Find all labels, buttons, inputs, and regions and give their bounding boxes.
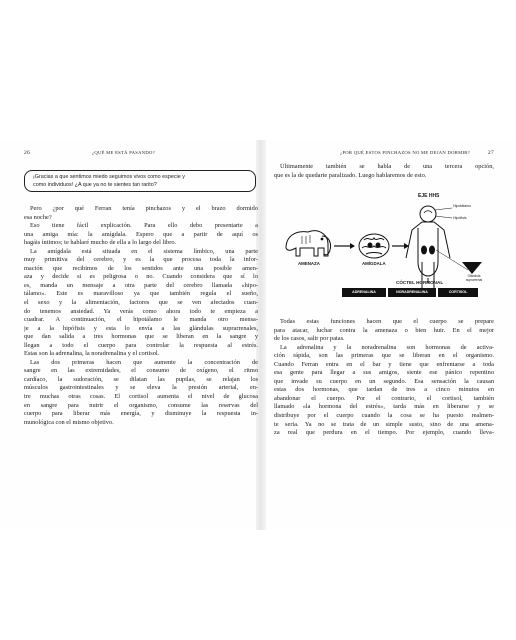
hipofisis-label: Hipófisis [453, 216, 467, 220]
left-page [24, 140, 258, 530]
body-line: Cuando Ferran entra en el bar y tiene que enfrentarse a toda [274, 360, 494, 368]
body-line: muy primitiva del cerebro, y es la que procesa toda la infor- [24, 256, 258, 264]
arrow-head [350, 243, 355, 249]
book-spread [0, 140, 516, 530]
hormone-cortisol: CORTISOL [448, 289, 468, 294]
body-line: cuerpo para liberar más energía, y disminuye la respuesta in- [24, 410, 258, 418]
body-line: es, manda un mensaje a otra parte del cerebro llamada «hipo- [24, 281, 258, 289]
right-page [274, 140, 494, 530]
callout-line: ¡Gracias a que sentimos miedo seguimos vivos como especie y [33, 174, 185, 180]
body-line: mación que recibimos de los sentidos ante una posible amen- [24, 264, 258, 272]
eje-hhs-label: EJE HHS [418, 193, 440, 199]
body-line: ción rápida, son las primeras que se liberan en el organismo. [274, 352, 494, 360]
right-body-text [274, 318, 494, 438]
body-line: estas dos hormonas, que tardan de tres a cinco minutos en [274, 386, 494, 394]
body-line: sangre en las extremidades, el consumo de oxígeno, el ritmo [24, 367, 258, 375]
body-line: para atacar, luchar contra la amenaza o bien huir. En el mejor [274, 326, 494, 334]
body-line: de los casos, salir por patas. [274, 335, 345, 343]
body-line: je a la hipófisis y esta lo envía a las glándulas suprarrenales, [24, 324, 258, 332]
body-line: llegan a todo el cuerpo para controlar la respuesta al estrés. [24, 341, 258, 349]
callout-line: como individuos! ¿A que ya no te sientes tan rarito? [33, 182, 157, 189]
coctel-label: CÓCTEL HORMONAL [396, 280, 444, 285]
body-line: hagáis íntimos; te hablaré mucho de ella a lo largo del libro. [24, 239, 177, 247]
body-line: za real que perdura en el tiempo. Por ejemplo, cuando lleva- [274, 429, 494, 437]
body-line: tre muchas otras cosas. El cortisol aumenta el nivel de glucosa [24, 393, 258, 401]
body-line: munológica con el mismo objetivo. [24, 418, 114, 426]
body-line: esa gente para llegar a sus amigos, siente ese pánico repentino [274, 369, 494, 377]
body-line: distribuye por el cuerpo cuando la cosa se ha puesto realmen- [274, 412, 494, 420]
amigdala-label: AMÍGDALA [362, 261, 386, 266]
mammoth-icon [286, 231, 331, 256]
left-page-number: 26 [24, 150, 31, 156]
human-body-icon [406, 206, 450, 290]
body-line: La amígdala está situada en el sistema límbico, una parte [30, 247, 258, 255]
body-line: Eso tiene fácil explicación. Para ello debo presentarte a [30, 222, 258, 230]
hormone-noradrenalina: NORADRENALINA [396, 289, 428, 294]
body-line: Últimamente también se habla de una tercera opción, [280, 163, 494, 170]
body-line: abandonar el cuerpo. Por el contrario, el cortisol, también [274, 394, 494, 402]
hipotalamo-label: Hipotálamo [453, 204, 472, 208]
right-page-number: 27 [487, 150, 494, 156]
body-line: cuadrar. A continuación, el hipotálamo le manda otro mensa- [24, 316, 258, 324]
hpa-axis-diagram [278, 192, 488, 300]
body-line: Estas son la adrenalina, la noradrenalina y el cortisol. [24, 350, 160, 358]
right-running-title: ¿POR QUÉ ESTOS PINCHAZOS NO ME DEJAN DORMIR? [340, 150, 470, 155]
body-line: llamado «la hormona del estrés», tarda más en liberarse y se [274, 403, 494, 411]
body-line: Todas estas funciones hacen que el cuerpo se prepare [280, 318, 494, 325]
body-line: Pero ¿por qué Ferran tenía pinchazos y el brazo dormido [30, 205, 258, 212]
body-line: que es la de quedarte paralizado. Luego hablaremos de esto. [274, 171, 427, 179]
brain-icon [359, 234, 389, 258]
body-line: Las dos primeras hacen que aumente la concentración de [30, 358, 258, 366]
left-body-text [24, 205, 258, 427]
body-line: do tenemos ansiedad. Ya verás como ahora todo te empieza a [24, 307, 258, 315]
amenaza-label: AMENAZA [298, 261, 320, 266]
callout-box [24, 170, 256, 192]
body-line: que invade su cuerpo en un segundo. Esa sensación la causan [274, 377, 494, 385]
body-line: el sexo y la alimentación, factores que se ven afectados cuan- [24, 299, 258, 307]
right-running-header [274, 150, 494, 158]
body-line: en sangre para nutrir el organismo, consume las reservas del [24, 401, 258, 409]
glandula-label: Glándula suprarrenal [465, 274, 483, 282]
left-running-title: ¿QUÉ ME ESTÁ PASANDO? [92, 150, 155, 155]
hormone-adrenalina: ADRENALINA [352, 289, 376, 294]
right-intro-text [274, 163, 494, 180]
body-line: aza y decide si es peligrosa o no. Cuando considera que sí lo [24, 273, 258, 281]
hpa-axis-illustration [278, 192, 488, 300]
body-line: esa noche? [24, 213, 52, 221]
body-line: una amiga mía: la amígdala. Espero que a partir de aquí os [24, 230, 258, 238]
body-line: cardíaco, la sudoración, se dilatan las pupilas, se relajan los [24, 375, 258, 383]
left-running-header [24, 150, 258, 158]
body-line: tálamo». Este es maravilloso ya que también regula el sueño, [24, 290, 258, 298]
body-line: que dan salida a tres hormonas que se liberan en la sangre y [24, 333, 258, 341]
body-line: La adrenalina y la noradrenalina son hormonas de activa- [280, 343, 494, 351]
body-line: te seria. Ya no se trata de un simple susto, sino de una amena- [274, 420, 494, 428]
body-line: músculos gastrointestinales y se eleva la presión arterial, en- [24, 384, 258, 392]
